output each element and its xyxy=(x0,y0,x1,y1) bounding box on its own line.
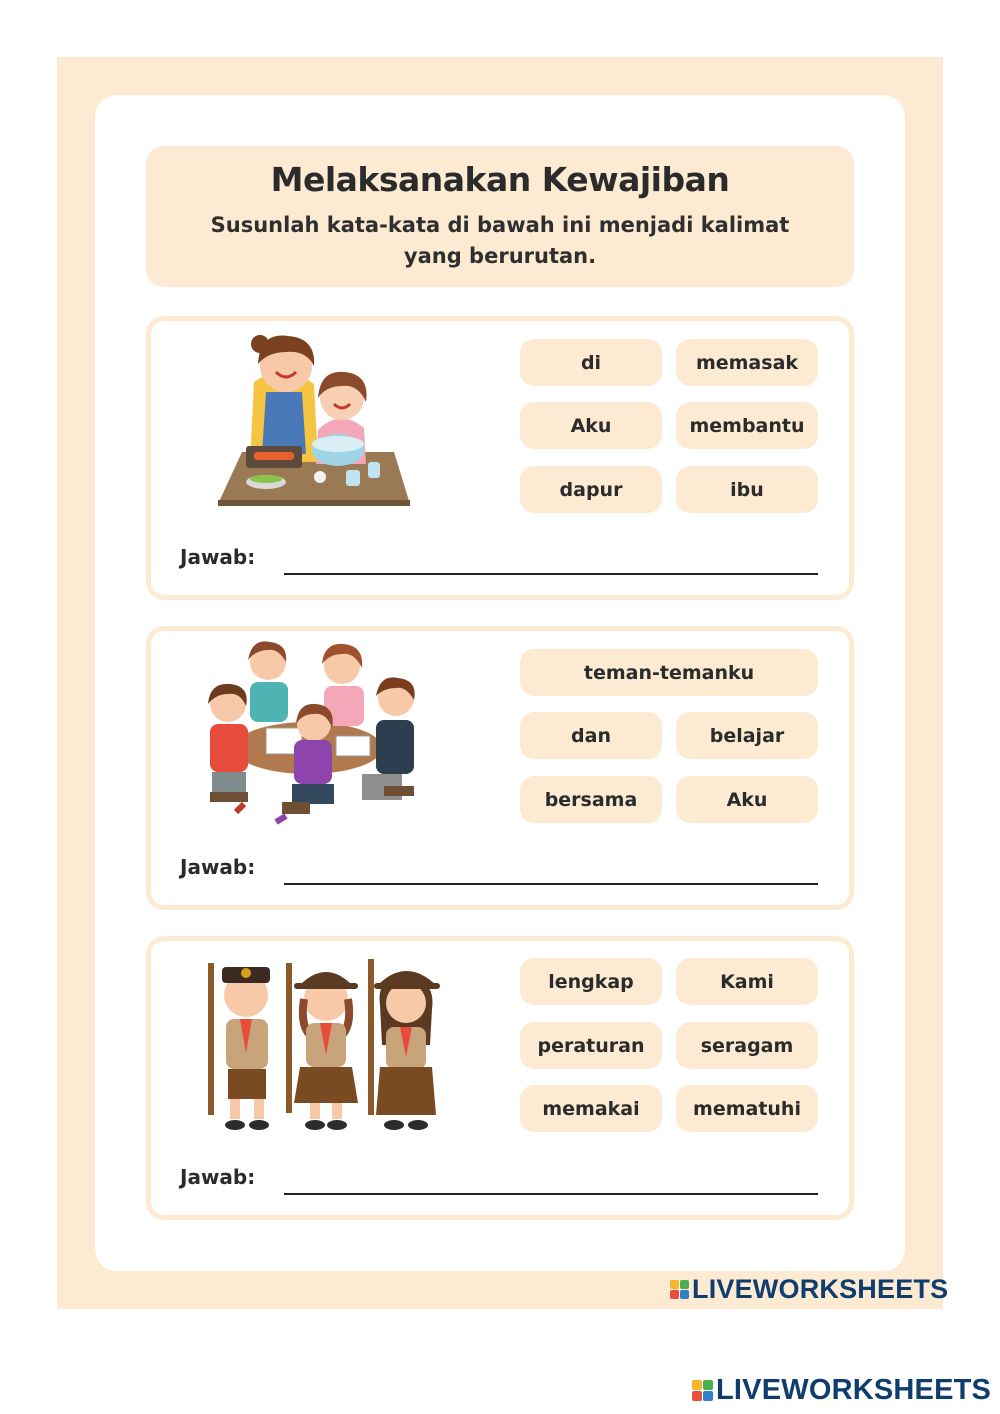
liveworksheets-watermark xyxy=(670,1274,948,1305)
worksheet-title: Melaksanakan Kewajiban xyxy=(270,160,730,199)
answer-input-1[interactable] xyxy=(284,551,818,575)
word-chip[interactable]: Aku xyxy=(676,776,818,823)
word-chip[interactable]: bersama xyxy=(520,776,662,823)
word-chip[interactable]: dan xyxy=(520,712,662,759)
answer-input-2[interactable] xyxy=(284,861,818,885)
word-chip[interactable]: mematuhi xyxy=(676,1085,818,1132)
liveworksheets-logo-icon xyxy=(692,1380,713,1401)
word-chip[interactable]: Aku xyxy=(520,402,662,449)
word-chip[interactable]: lengkap xyxy=(520,958,662,1005)
word-chip[interactable]: teman-temanku xyxy=(520,649,818,696)
answer-input-3[interactable] xyxy=(284,1171,818,1195)
answer-label: Jawab: xyxy=(180,545,256,569)
word-chip[interactable]: membantu xyxy=(676,402,818,449)
worksheet-instructions: Susunlah kata-kata di bawah ini menjadi kalimat yang berurutan. xyxy=(210,213,790,268)
liveworksheets-watermark-footer xyxy=(692,1374,991,1407)
word-chip[interactable]: peraturan xyxy=(520,1022,662,1069)
word-chip[interactable]: memasak xyxy=(676,339,818,386)
scouts-illustration xyxy=(200,955,444,1137)
liveworksheets-logo-icon xyxy=(670,1280,689,1299)
answer-label: Jawab: xyxy=(180,1165,256,1189)
watermark-text: LIVEWORKSHEETS xyxy=(716,1374,992,1406)
word-chip[interactable]: ibu xyxy=(676,466,818,513)
watermark-text: LIVEWORKSHEETS xyxy=(692,1274,949,1304)
word-chip[interactable]: belajar xyxy=(676,712,818,759)
word-chip[interactable]: di xyxy=(520,339,662,386)
word-chip[interactable]: seragam xyxy=(676,1022,818,1069)
cooking-illustration xyxy=(214,322,414,508)
study-group-illustration xyxy=(196,636,424,832)
word-chip[interactable]: memakai xyxy=(520,1085,662,1132)
word-chip[interactable]: Kami xyxy=(676,958,818,1005)
word-chip[interactable]: dapur xyxy=(520,466,662,513)
answer-label: Jawab: xyxy=(180,855,256,879)
